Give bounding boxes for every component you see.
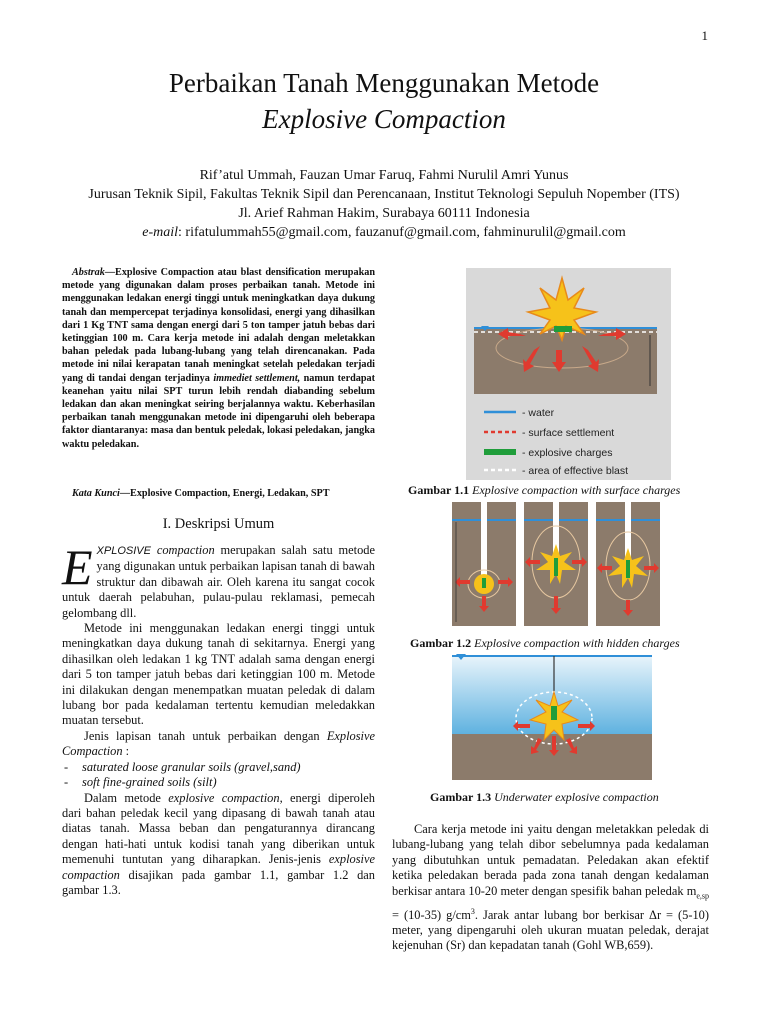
title-line-2: Explosive Compaction [262, 104, 506, 134]
figure-1-3-image [446, 650, 656, 782]
legend-charges: - explosive charges [522, 447, 613, 459]
p3-italic: Explosive Compaction [62, 728, 375, 759]
keywords [72, 488, 382, 499]
paragraph-4 [62, 791, 375, 899]
keywords-lead: Kata Kunci [72, 488, 120, 499]
p4-a: Dalam metode [84, 790, 169, 805]
caption-text: Underwater explosive compaction [494, 790, 659, 804]
paragraph-3 [62, 729, 375, 760]
email-line [0, 223, 768, 242]
affiliation: Jurusan Teknik Sipil, Fakultas Teknik Sipil dan Perencanaan, Institut Teknologi Sepuluh Nopember (ITS) [88, 187, 680, 202]
r-sub: e,sp [696, 891, 709, 901]
figure-1-2-image [446, 500, 662, 628]
caption-label: Gambar 1.2 [410, 636, 472, 650]
authors: Rif’atul Ummah, Fauzan Umar Faruq, Fahmi Nurulil Amri Yunus [199, 168, 569, 183]
soil-type-list [62, 760, 375, 791]
p1-smallcaps: XPLOSIVE [96, 545, 151, 557]
paragraph-5 [392, 822, 709, 954]
email-label: e-mail [142, 225, 179, 240]
p1-text: merupakan salah satu metode yang digunakan untuk perbaikan lapisan tanah di bawah struktur dan dibawah air. Oleh karena itu sangat cocok untuk daerah pelabuhan, pulau-pulau reklamasi, pemecah gelombang dll. [62, 543, 375, 620]
author-block [0, 166, 768, 242]
list-item: - saturated loose granular soils (gravel,sand) [62, 760, 375, 775]
figure-1-3 [446, 650, 656, 782]
figure-1-1 [466, 268, 671, 480]
body-right-column [392, 822, 709, 954]
keywords-text: —Explosive Compaction, Energi, Ledakan, SPT [119, 488, 330, 499]
p4-italic-2: explosive compaction [62, 852, 375, 882]
p3-text: Jenis lapisan tanah untuk perbaikan dengan [84, 728, 327, 743]
caption-text: Explosive compaction with hidden charges [474, 636, 680, 650]
r-sup: 3 [470, 906, 475, 916]
paragraph-1 [62, 539, 375, 621]
abstract-lead: Abstrak [72, 267, 105, 278]
p4-italic-1: explosive compaction, [168, 790, 283, 805]
caption-figure-1-3 [430, 790, 750, 805]
legend-water: - water [522, 407, 555, 419]
r-c: . Jarak antar lubang bor berkisar Δr = (5-10) meter, yang dipengaruhi oleh ukuran muatan peledak, derajat kejenuhan (Sr) dan kepadatan tanah (Gohl WB,659). [392, 907, 709, 953]
r-a: Cara kerja metode ini yaitu dengan meletakkan peledak di lubang-lubang yang telah dibor sebelumnya pada kedalaman yang dibutuhkan untuk pemadatan. Peledakan akan efektif ketika peledakan berada pada zona tanah dengan kedalaman berkisar antara 10-20 meter dengan spesifik bahan peledak m [392, 822, 709, 898]
abstract-text: —Explosive Compaction atau blast densification merupakan metode yang digunakan dalam proses perbaikan tanah. Metode ini menggunakan ledakan energi tinggi untuk meningkatkan daya dukung tanah dan mempercepat terjadinya konsolidasi, energi yang dihasilkan dari 1 Kg TNT sama dengan energi dari 5 ton tamper jatuh bebas dari ketinggian 100 m. Cara kerja metode ini adalah dengan meletakkan bahan peledak pada lubang-lubang yang telah direncanakan. Pada metode ini nilai kerapatan tanah meningkat setelah peledakan terjadi yang di tandai dengan terjadinya [62, 267, 375, 384]
paragraph-2: Metode ini menggunakan ledakan energi tinggi untuk meningkatkan daya dukung tanah di sekitarnya. Energi yang dihasilkan oleh ledakan 1 kg TNT adalah sama dengan energi dari 5 ton tamper jatuh bebas dari ketinggian 100 m. Metode ini dilakukan dengan menempatkan muatan peledak di dalam lubang bor pada kedalaman tertentu kemudian meledakkan muatan tersebut. [62, 621, 375, 728]
caption-figure-1-2 [410, 636, 730, 651]
r-b: = (10-35) g/cm [392, 907, 471, 922]
p4-b: energi diperoleh dari bahan peledak kecil yang dipasang di bawah tanah atau diatas tanah. Massa beban dan pengaturannya dirancang dengan hati-hati untuk kodisi tanah yang diberikan untuk memenuhi tuntutan yang diharapkan. Jenis-jenis [62, 790, 375, 867]
caption-text: Explosive compaction with surface charges [472, 483, 681, 497]
p4-c: disajikan pada gambar 1.1, gambar 1.2 dan gambar 1.3. [62, 867, 375, 897]
page-number: 1 [701, 28, 708, 43]
p3-tail: : [122, 744, 130, 759]
body-left-column [62, 539, 375, 898]
email-addresses: : rifatulummah55@gmail.com, fauzanuf@gmail.com, fahminurulil@gmail.com [178, 225, 626, 240]
drop-cap: E [62, 539, 93, 595]
caption-figure-1-1 [408, 483, 728, 498]
caption-label: Gambar 1.1 [408, 483, 470, 497]
abstract-text-2: namun terdapat keanehan yaitu nilai SPT turun lebih rendah diabanding sebelum ledakan dan akan meningkat seiring berjalannya waktu. Keberhasilan perbaikan tanah menggunakan metode ini dipengaruhi oleh beberapa faktor diantaranya: masa dan bentuk peledak, lokasi peledakan, jangka waktu peledakan. [62, 372, 375, 450]
caption-label: Gambar 1.3 [430, 790, 492, 804]
figure-1-2 [446, 500, 662, 628]
figure-1-1-image [466, 268, 671, 480]
p1-italic: compaction [156, 543, 215, 557]
title-line-1: Perbaikan Tanah Menggunakan Metode [168, 68, 600, 98]
address: Jl. Arief Rahman Hakim, Surabaya 60111 Indonesia [238, 206, 530, 221]
abstract [62, 266, 375, 451]
list-item: - soft fine-grained soils (silt) [62, 775, 375, 790]
legend-blast-area: - area of effective blast [522, 465, 629, 477]
legend-settlement: - surface settlement [522, 427, 615, 439]
abstract-italic: immediet settlement, [213, 372, 301, 384]
section-title: I. Deskripsi Umum [162, 516, 275, 532]
